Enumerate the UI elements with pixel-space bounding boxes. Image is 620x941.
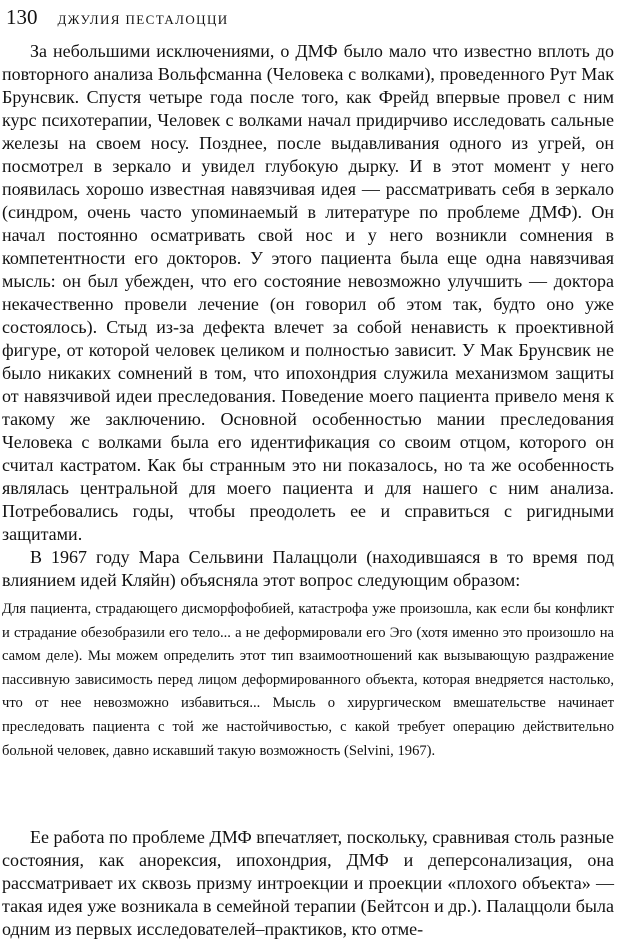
- paragraph-palazzoli-intro: В 1967 году Мара Сельвини Палаццоли (находившаяся в то время под влиянием идей Кляйн) объясняла этот вопрос следующим образом:: [2, 547, 614, 590]
- running-head: ДЖУЛИЯ ПЕСТАЛОЦЦИ: [57, 12, 229, 27]
- page-header: [6, 4, 614, 30]
- main-text: [2, 40, 614, 592]
- block-quote: Для пациента, страдающего дисморфофобией, катастрофа уже произошла, как если бы конфликт и страдание обезобразили его тело... а не деформировали его Эго (хотя именно это произошло на самом деле). Мы можем определить этот тип взаимоотношений как вызывающую раздражение пассивную зависимость перед лицом деформированного объекта, которая внедряется настолько, что от нее невозможно избавиться... Мысль о хирургическом вмешательстве начинает преследовать пациента с той же настойчивостью, с какой требует операцию действительно больной человек, давно искавший такую возможность (Selvini, 1967).: [2, 601, 614, 759]
- paragraph-closing: Ее работа по проблеме ДМФ впечатляет, поскольку, сравнивая столь разные состояния, как анорексия, ипохондрия, ДМФ и деперсонализация, она рассматривает их сквозь призму интроекции и проекции «плохого объекта» — такая идея уже возникала в семейной терапии (Бейтсон и др.). Палаццоли была одним из первых исследователей–практиков, кто отме-: [2, 827, 614, 939]
- paragraph-wolfman: За небольшими исключениями, о ДМФ было мало что известно вплоть до повторного анализа Вольфсманна (Человека с волками), проведенного Рут Мак Брунсвик. Спустя четыре года после того, как Фрейд впервые провел с ним курс психотерапии, Человек с волками начал придирчиво исследовать сальные железы на своем носу. Позднее, после выдавливания одного из угрей, он посмотрел в зеркало и увидел глубокую дырку. И в этот момент у него появилась хорошо известная навязчивая идея — рассматривать себя в зеркало (синдром, очень часто упоминаемый в литературе по проблеме ДМФ). Он начал постоянно осматривать свой нос и у него возникли сомнения в компетентности его докторов. У этого пациента была еще одна навязчивая мысль: он был убежден, что его состояние невозможно улучшить — доктора некачественно провели лечение (он говорил об этом так, будто оно уже состоялось). Стыд из-за дефекта влечет за собой ненависть к проективной фигуре, от которой человек целиком и полностью зависит. У Мак Брунсвик не было никаких сомнений в том, что ипохондрия служила механизмом защиты от навязчивой идеи преследования. Поведение моего пациента привело меня к такому же заключению. Основной особенностью мании преследования Человека с волками была его идентификация со своим отцом, которого он считал кастратом. Как бы странным это ни показалось, но та же особенность являлась центральной для моего пациента и для нашего с ним анализа. Потребовались годы, чтобы преодолеть ее и справиться с ригидными защитами.: [2, 41, 614, 544]
- closing-text: [2, 826, 614, 941]
- page-number: 130: [6, 5, 38, 29]
